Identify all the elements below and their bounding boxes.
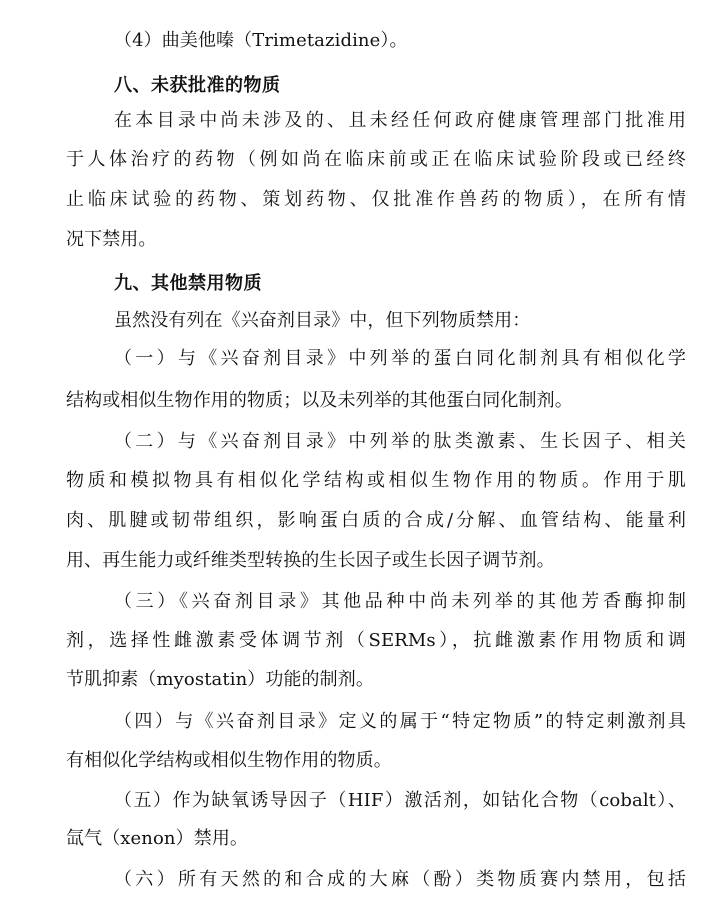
doc-line-22: （六）所有天然的和合成的大麻（酚）类物质赛内禁用，包括	[114, 869, 686, 890]
doc-line-19: 有相似化学结构或相似生物作用的物质。	[66, 750, 392, 771]
doc-line-20: （五）作为缺氧诱导因子（HIF）激活剂，如钴化合物（cobalt）、	[114, 790, 686, 811]
doc-line-14: 用、再生能力或纤维类型转换的生长因子或生长因子调节剂。	[66, 550, 555, 571]
doc-line-13: 肉、肌腱或韧带组织，影响蛋白质的合成/分解、血管结构、能量利	[66, 510, 686, 531]
doc-line-4: 于人体治疗的药物（例如尚在临床前或正在临床试验阶段或已经终	[66, 149, 686, 170]
doc-line-5: 止临床试验的药物、策划药物、仅批准作兽药的物质），在所有情	[66, 189, 686, 210]
doc-line-18: （四）与《兴奋剂目录》定义的属于“特定物质”的特定刺激剂具	[114, 711, 686, 732]
doc-line-10: 结构或相似生物作用的物质；以及未列举的其他蛋白同化制剂。	[66, 390, 573, 411]
doc-line-16: 剂，选择性雌激素受体调节剂（SERMs），抗雌激素作用物质和调	[66, 630, 686, 651]
doc-line-1: （4）曲美他嗪（Trimetazidine）。	[114, 30, 408, 51]
doc-line-11: （二）与《兴奋剂目录》中列举的肽类激素、生长因子、相关	[114, 431, 686, 452]
doc-line-21: 氙气（xenon）禁用。	[66, 828, 249, 849]
doc-line-8: 虽然没有列在《兴奋剂目录》中，但下列物质禁用：	[114, 310, 531, 331]
doc-line-17: 节肌抑素（myostatin）功能的制剂。	[66, 669, 374, 690]
doc-line-6: 况下禁用。	[66, 229, 157, 250]
doc-line-9: （一）与《兴奋剂目录》中列举的蛋白同化制剂具有相似化学	[114, 348, 686, 369]
doc-line-12: 物质和模拟物具有相似化学结构或相似生物作用的物质。作用于肌	[66, 470, 686, 491]
doc-line-15: （三）《兴奋剂目录》其他品种中尚未列举的其他芳香酶抑制	[114, 591, 686, 612]
section-heading-8: 八、未获批准的物质	[114, 75, 281, 96]
section-heading-9: 九、其他禁用物质	[114, 273, 262, 294]
doc-line-3: 在本目录中尚未涉及的、且未经任何政府健康管理部门批准用	[114, 110, 686, 131]
